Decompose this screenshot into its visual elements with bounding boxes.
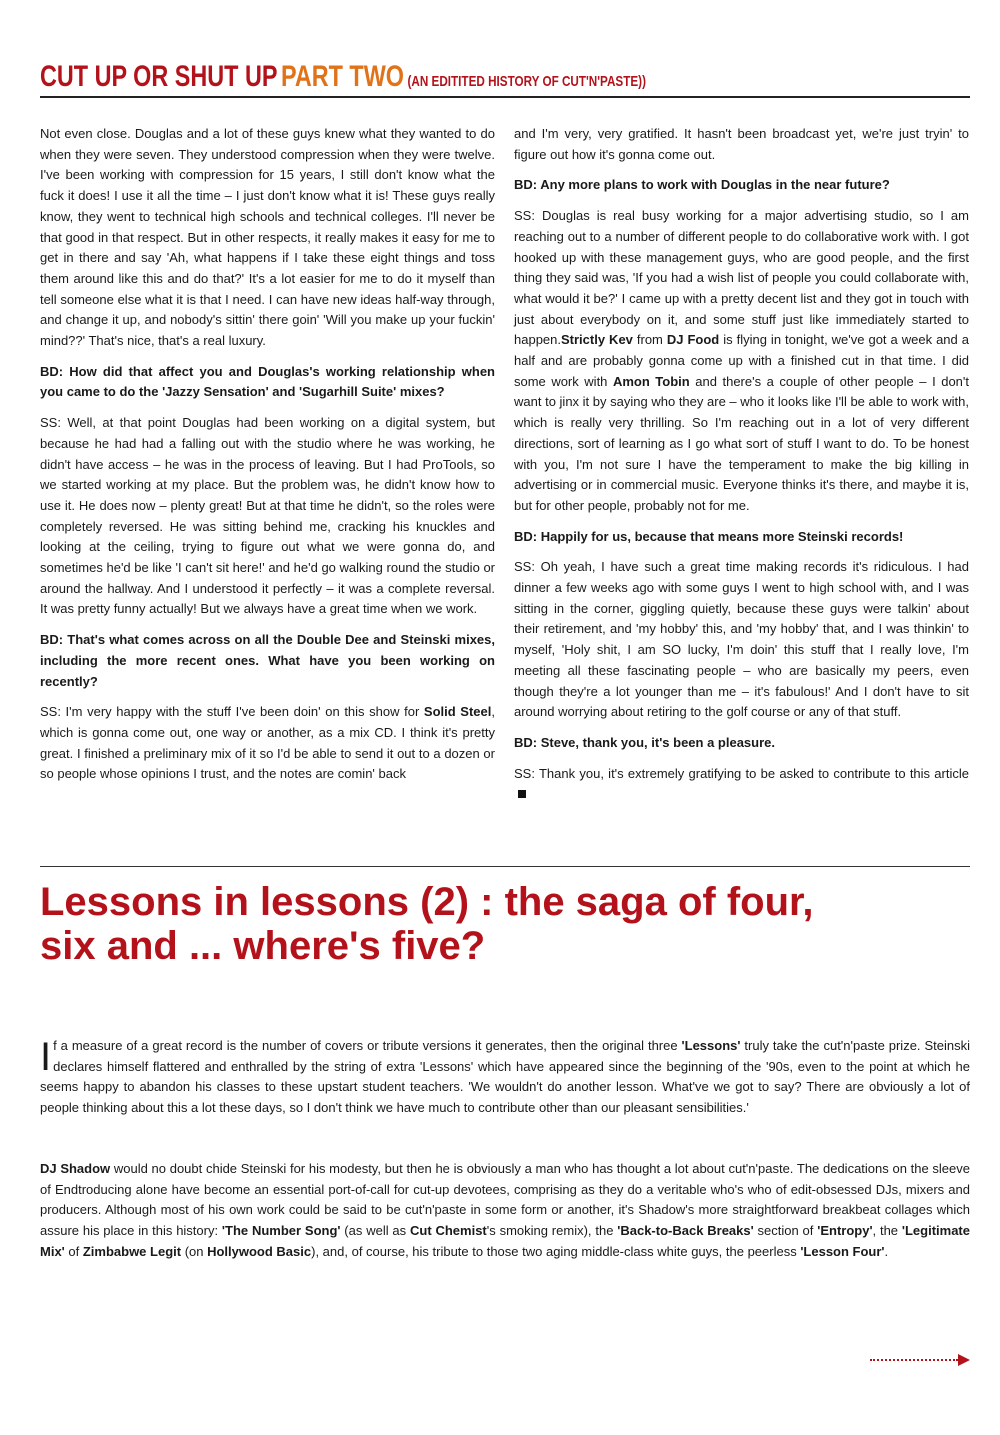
text-run: (on — [181, 1243, 208, 1259]
bold-title: 'Entropy' — [817, 1223, 873, 1239]
text-run: and there's a couple of other people – I don't want to jinx it by saying who they are – who it looks like I'll be able to work with, which is really very thrilling. So I'm reaching out in a lot of very different directions, sort of learning as I go what sort of stuff I want to do. To be honest with you, I'm not sure I have the temperament to make the big killing in advertising or in commercial music. Everyone thinks it's there, and maybe it is, but for other people, probably not for me. — [514, 373, 969, 513]
interview-question: BD: How did that affect you and Douglas's working relationship when you came to do the 'Jazzy Sensation' and 'Sugarhill Suite' mixes? — [40, 363, 495, 400]
interview-question: BD: Steve, thank you, it's been a pleasure. — [514, 734, 776, 750]
header-title-main: CUT UP OR SHUT UP — [40, 60, 278, 93]
bold-name: Hollywood Basic — [207, 1243, 312, 1259]
continue-arrow-icon — [870, 1353, 972, 1367]
paragraph: and I'm very, very gratified. It hasn't been broadcast yet, we're just tryin' to figure out how it's gonna come out. — [514, 126, 969, 162]
text-run: SS: Douglas is real busy working for a major advertising studio, so I am reaching out to a number of different people to do collaborative work with. I got hooked up with these management guys, who are good people, and the first thing they said was, 'If you had a wish list of people you could collaborate with, what would it be?' I came up with a pretty decent list and they got in touch with just about everybody on it, and some stuff just like immediately started to happen. — [514, 208, 969, 348]
text-run: would no doubt chide Steinski for his modesty, but then he is obviously a man who has thought a lot about cut'n'paste. The dedications on the sleeve of Endtroducing alone have become an essential port-of-call for cut-up devotees, comprising as they do a veritable who's who of edit-obsessed DJs, mixers and producers. Although most of his own work could be said to be cut'n'paste in some form or another, it's Shadow's more straightforward breakbeat collages which assure his place in this history: — [40, 1161, 970, 1239]
bold-name: DJ Food — [666, 332, 720, 348]
paragraph: Not even close. Douglas and a lot of these guys knew what they wanted to do when they were seven. They understood compression when they were twelve. I've been working with compression for 15 years, I still don't know what the fuck it does! I use it all the time – I just don't know what it is! These guys really know, they went to technical high schools and technical colleges. I'll never be that good in that respect. But in other respects, it really makes it easy for me to get in there and say 'Ah, what happens if I take these eight things and toss them around like this and do that?' It's a lot easier for me to do it myself than tell someone else what it is that I need. I can have new ideas half-way through, and change it up, and nobody's sittin' there goin' 'Will you make up your fuckin' mind??' That's nice, that's a real luxury. — [40, 126, 495, 349]
paragraph — [40, 702, 495, 785]
text-run: . — [884, 1243, 889, 1259]
bold-name: Amon Tobin — [612, 373, 690, 389]
text-run: section of — [753, 1223, 818, 1239]
bold-title: 'Lesson Four' — [800, 1243, 885, 1259]
drop-cap: I — [40, 1035, 52, 1079]
header-title-sub: (AN EDITITED HISTORY OF CUT'N'PASTE)) — [407, 73, 646, 90]
text-run: f a measure of a great record is the number of covers or tribute versions it generates, then the original three — [53, 1038, 682, 1053]
intro-paragraph — [40, 1036, 970, 1119]
header-title-wrap — [40, 60, 646, 94]
bold-name: Strictly Kev — [561, 332, 633, 348]
section-divider — [40, 866, 970, 867]
text-run: SS: I'm very happy with the stuff I've been doin' on this show for — [40, 704, 424, 720]
bold-name: DJ Shadow — [40, 1161, 111, 1176]
interview-question: BD: Any more plans to work with Douglas in the near future? — [514, 177, 890, 193]
text-run: truly take the cut'n'paste prize. Steinski declares himself flattered and enthralled by the string of extra 'Lessons' which have appeared since the beginning of the '90s, even to the point at which he seems happy to abandon his classes to these upstart student teachers. 'We wouldn't do another lesson. What've we got to say? There are obviously a lot of people thinking about this a lot these days, so I don't think we have much to contribute other than our pleasant sensibilities.' — [40, 1038, 970, 1116]
page-header — [40, 60, 970, 98]
section-title — [40, 880, 970, 968]
text-run: , the — [872, 1223, 902, 1239]
continue-arrow-head — [958, 1354, 970, 1366]
interview-question: BD: That's what comes across on all the Double Dee and Steinski mixes, including the more recent ones. What have you been working on recently? — [40, 632, 495, 689]
text-run: ), and, of course, his tribute to those two aging middle-class white guys, the peerless — [311, 1243, 801, 1259]
paragraph: SS: Well, at that point Douglas had been working on a digital system, but because he had had a falling out with the studio where he was working, he didn't have access – he was in the process of leaving. But I had ProTools, so we started working at my place. But the problem was, he didn't know how to use it. He does now – plenty great! But at that time he didn't, so the roles were completely reversed. He was sitting behind me, cracking his knuckles and looking at the ceiling, trying to figure out what we were gonna do, and sometimes he'd be like 'I can't sit here!' and he'd go walking round the studio or around the hallway. And I understood it perfectly – it was a complete reversal. It was pretty funny actually! But we always have a great time when we work. — [40, 415, 495, 617]
bold-title: 'Legitimate Mix' — [40, 1223, 970, 1259]
left-column — [40, 124, 495, 795]
text-run: 's smoking remix), the — [486, 1223, 618, 1239]
text-run: from — [632, 332, 667, 348]
bold-title: 'Lessons' — [681, 1038, 741, 1053]
paragraph — [514, 764, 969, 805]
end-of-article-square-icon — [518, 790, 526, 798]
shadow-paragraph — [40, 1159, 970, 1263]
paragraph: SS: Oh yeah, I have such a great time making records it's ridiculous. I had dinner a few weeks ago with some guys I went to high school with, and I was sitting in the corner, giggling quietly, because these guys were talkin' about their retirement, and 'my hobby' this, and 'my hobby' that, and I was thinkin' to myself, 'Holy shit, I am SO lucky, I'm doin' this stuff that I really love, I'm meeting all these fascinating people – who are basically my peers, even though they're a lot younger than me – it's fabulous!' And I don't have to sit around worrying about retiring to the golf course or any of that stuff. — [514, 559, 969, 720]
section-title-line: Lessons in lessons (2) : the saga of four, — [40, 880, 814, 924]
text-run: is flying in tonight, we've got a week and a half and are probably gonna come up with a finished cut in that time. I did some work with — [514, 332, 969, 389]
bold-title: 'Back-to-Back Breaks' — [617, 1223, 754, 1239]
text-run: SS: Thank you, it's extremely gratifying to be asked to contribute to this article — [514, 765, 969, 781]
continue-arrow-dots — [870, 1359, 958, 1361]
interview-question: BD: Happily for us, because that means more Steinski records! — [514, 528, 904, 544]
section-title-line: six and ... where's five? — [40, 924, 486, 968]
bold-name: Zimbabwe Legit — [82, 1243, 182, 1259]
text-run: , which is gonna come out, one way or another, as a mix CD. I think it's pretty great. I finished a preliminary mix of it so I'd be able to send it out to a dozen or so people whose opinions I trust, and the notes are comin' back — [40, 704, 495, 782]
right-column — [514, 124, 969, 815]
text-run: of — [64, 1243, 83, 1259]
text-run: (as well as — [340, 1223, 410, 1239]
paragraph — [514, 206, 969, 517]
header-title-part: PART TWO — [280, 60, 405, 93]
bold-title: 'The Number Song' — [221, 1223, 341, 1239]
bold-name: Cut Chemist — [409, 1223, 487, 1239]
bold-name: Solid Steel — [423, 704, 492, 720]
